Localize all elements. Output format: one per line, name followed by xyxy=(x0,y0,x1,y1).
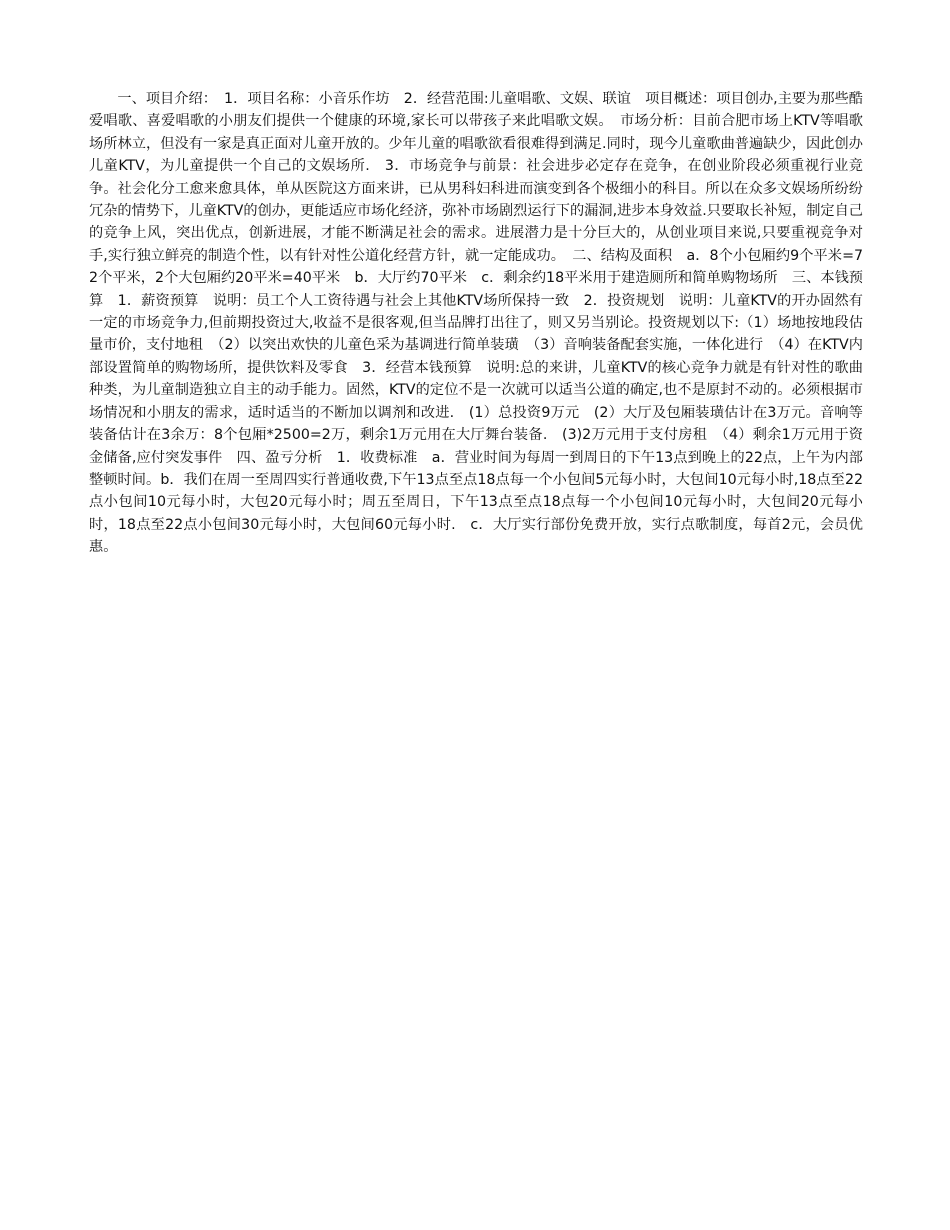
document-body-text: 一、项目介绍： 1．项目名称：小音乐作坊 2．经营范围:儿童唱歌、文娱、联谊 项目概述：项目创办,主要为那些酷爱唱歌、喜爱唱歌的小朋友们提供一个健康的环境,家长可以带孩子来此唱歌文娱。 市场分析：目前合肥市场上KTV等唱歌场所林立，但没有一家是真正面对儿童开放的。少年儿童的唱歌欲看很难得到满足.同时，现今儿童歌曲普遍缺少，因此创办儿童KTV，为儿童提供一个自己的文娱场所. 3．市场竞争与前景：社会进步必定存在竞争，在创业阶段必须重视行业竞争。社会化分工愈来愈具体，单从医院这方面来讲，已从男科妇科进而演变到各个极细小的科目。所以在众多文娱场所纷纷冗杂的情势下，儿童KTV的创办，更能适应市场化经济，弥补市场剧烈运行下的漏洞,进步本身效益.只要取长补短，制定自己的竞争上风，突出优点，创新进展，才能不断满足社会的需求。进展潜力是十分巨大的，从创业项目来说,只要重视竞争对手,实行独立鲜亮的制造个性，以有针对性公道化经营方针，就一定能成功。 二、结构及面积 a．8个小包厢约9个平米=72个平米，2个大包厢约20平米=40平米 b．大厅约70平米 c．剩余约18平米用于建造厕所和简单购物场所 三、本钱预算 1．薪资预算 说明：员工个人工资待遇与社会上其他KTV场所保持一致 2．投资规划 说明：儿童KTV的开办固然有一定的市场竞争力,但前期投资过大,收益不是很客观,但当品牌打出往了，则又另当别论。投资规划以下:（1）场地按地段估量市价，支付地租 （2）以突出欢快的儿童色采为基调进行简单装璜 （3）音响装备配套实施，一体化进行 （4）在KTV内部设置简单的购物场所，提供饮料及零食 3．经营本钱预算 说明:总的来讲，儿童KTV的核心竞争力就是有针对性的歌曲种类，为儿童制造独立自主的动手能力。固然，KTV的定位不是一次就可以适当公道的确定,也不是原封不动的。必须根据市场情况和小朋友的需求，适时适当的不断加以调剂和改进. (1）总投资9万元 (2）大厅及包厢装璜估计在3万元。音响等装备估计在3余万：8个包厢*2500=2万，剩余1万元用在大厅舞台装备. (3)2万元用于支付房租 （4）剩余1万元用于资金储备,应付突发事件 四、盈亏分析 1．收费标准 a．营业时间为每周一到周日的下午13点到晚上的22点，上午为内部整顿时间。b．我们在周一至周四实行普通收费,下午13点至点18点每一个小包间5元每小时，大包间10元每小时,18点至22点小包间10元每小时，大包20元每小时；周五至周日，下午13点至点18点每一个小包间10元每小时，大包间20元每小时，18点至22点小包间30元每小时，大包间60元每小时. c．大厅实行部份免费开放，实行点歌制度，每首2元，会员优惠。 xyxy=(89,91,863,556)
